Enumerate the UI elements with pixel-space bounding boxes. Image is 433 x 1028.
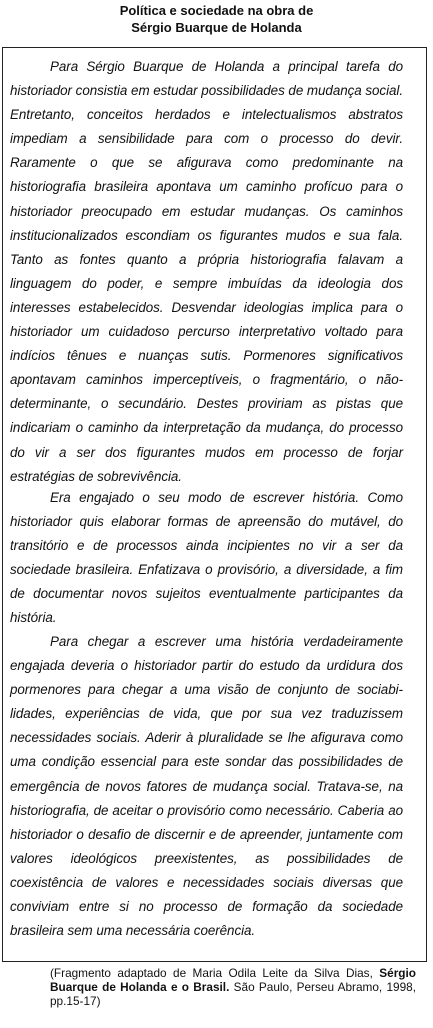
- paragraph-1: Para Sérgio Buarque de Holanda a principal tarefa do historiador consistia em estudar possibilidades de mudança social. Entretanto, conceitos herdados e intelectualismos abstratos impediam a sensibilidade para com o processo do devir. Raramente o que se afigurava como predominante na historiografia brasileira apontava um caminho profícuo para o historiador preocupado em estudar mudanças. Os caminhos institucionalizados escondiam os figurantes mudos e sua fala. Tanto as fontes quanto a própria historiografia falavam a linguagem do poder, e sempre imbuídas da ideologia dos interesses estabelecidos. Desvendar ideologias implica para o historiador um cuidadoso percurso interpretativo voltado para indícios tênues e nuanças sutis. Pormenores significativos apontavam caminhos imperceptíveis, o fragmentário, o não-determinante, o secundário. Destes proviriam as pistas que indicariam o caminho da interpretação da mudança, do processo do vir a ser dos figurantes mudos em processo de forjar estratégias de sobrevivência.: [10, 59, 403, 484]
- text-box: [2, 47, 427, 962]
- paragraph-2: Era engajado o seu modo de escrever história. Como historiador quis elaborar formas de apreensão do mutável, do transitório e de processos ainda incipientes no vir a ser da sociedade brasileira. Enfatizava o provisório, a diversidade, a fim de documentar novos sujeitos eventualmente participantes da história.: [10, 490, 403, 626]
- title-line-2: Sérgio Buarque de Holanda: [131, 20, 302, 35]
- paragraph-3: Para chegar a escrever uma história verdadeiramente engajada deveria o historiador partir do estudo da urdidura dos pormenores para chegar a uma visão de conjunto de sociabilidades, experiências de vida, que por sua vez traduzissem necessidades sociais. Aderir à pluralidade se lhe afigurava como uma condição essencial para este sondar das possibilidades de emergência de novos fatores de mudança social. Tratava-se, na historiografia, de aceitar o provisório como necessário. Caberia ao historiador o desafio de discernir e de apreender, juntamente com valores ideológicos preexistentes, as possibilidades de coexistência de valores e necessidades sociais diversas que conviviam entre si no processo de formação da sociedade brasileira sem uma necessária coerência.: [10, 634, 403, 939]
- source-citation: [50, 966, 416, 1008]
- page-title: [0, 2, 433, 36]
- source-suffix: São Paulo, Perseu Abramo, 1998, pp.15-17): [50, 980, 417, 1008]
- title-line-1: Política e sociedade na obra de: [119, 3, 314, 18]
- source-book-title: Sérgio Buarque de Holanda e o Brasil.: [50, 966, 416, 994]
- source-prefix: (Fragmento adaptado de Maria Odila Leite da Silva Dias,: [50, 966, 373, 980]
